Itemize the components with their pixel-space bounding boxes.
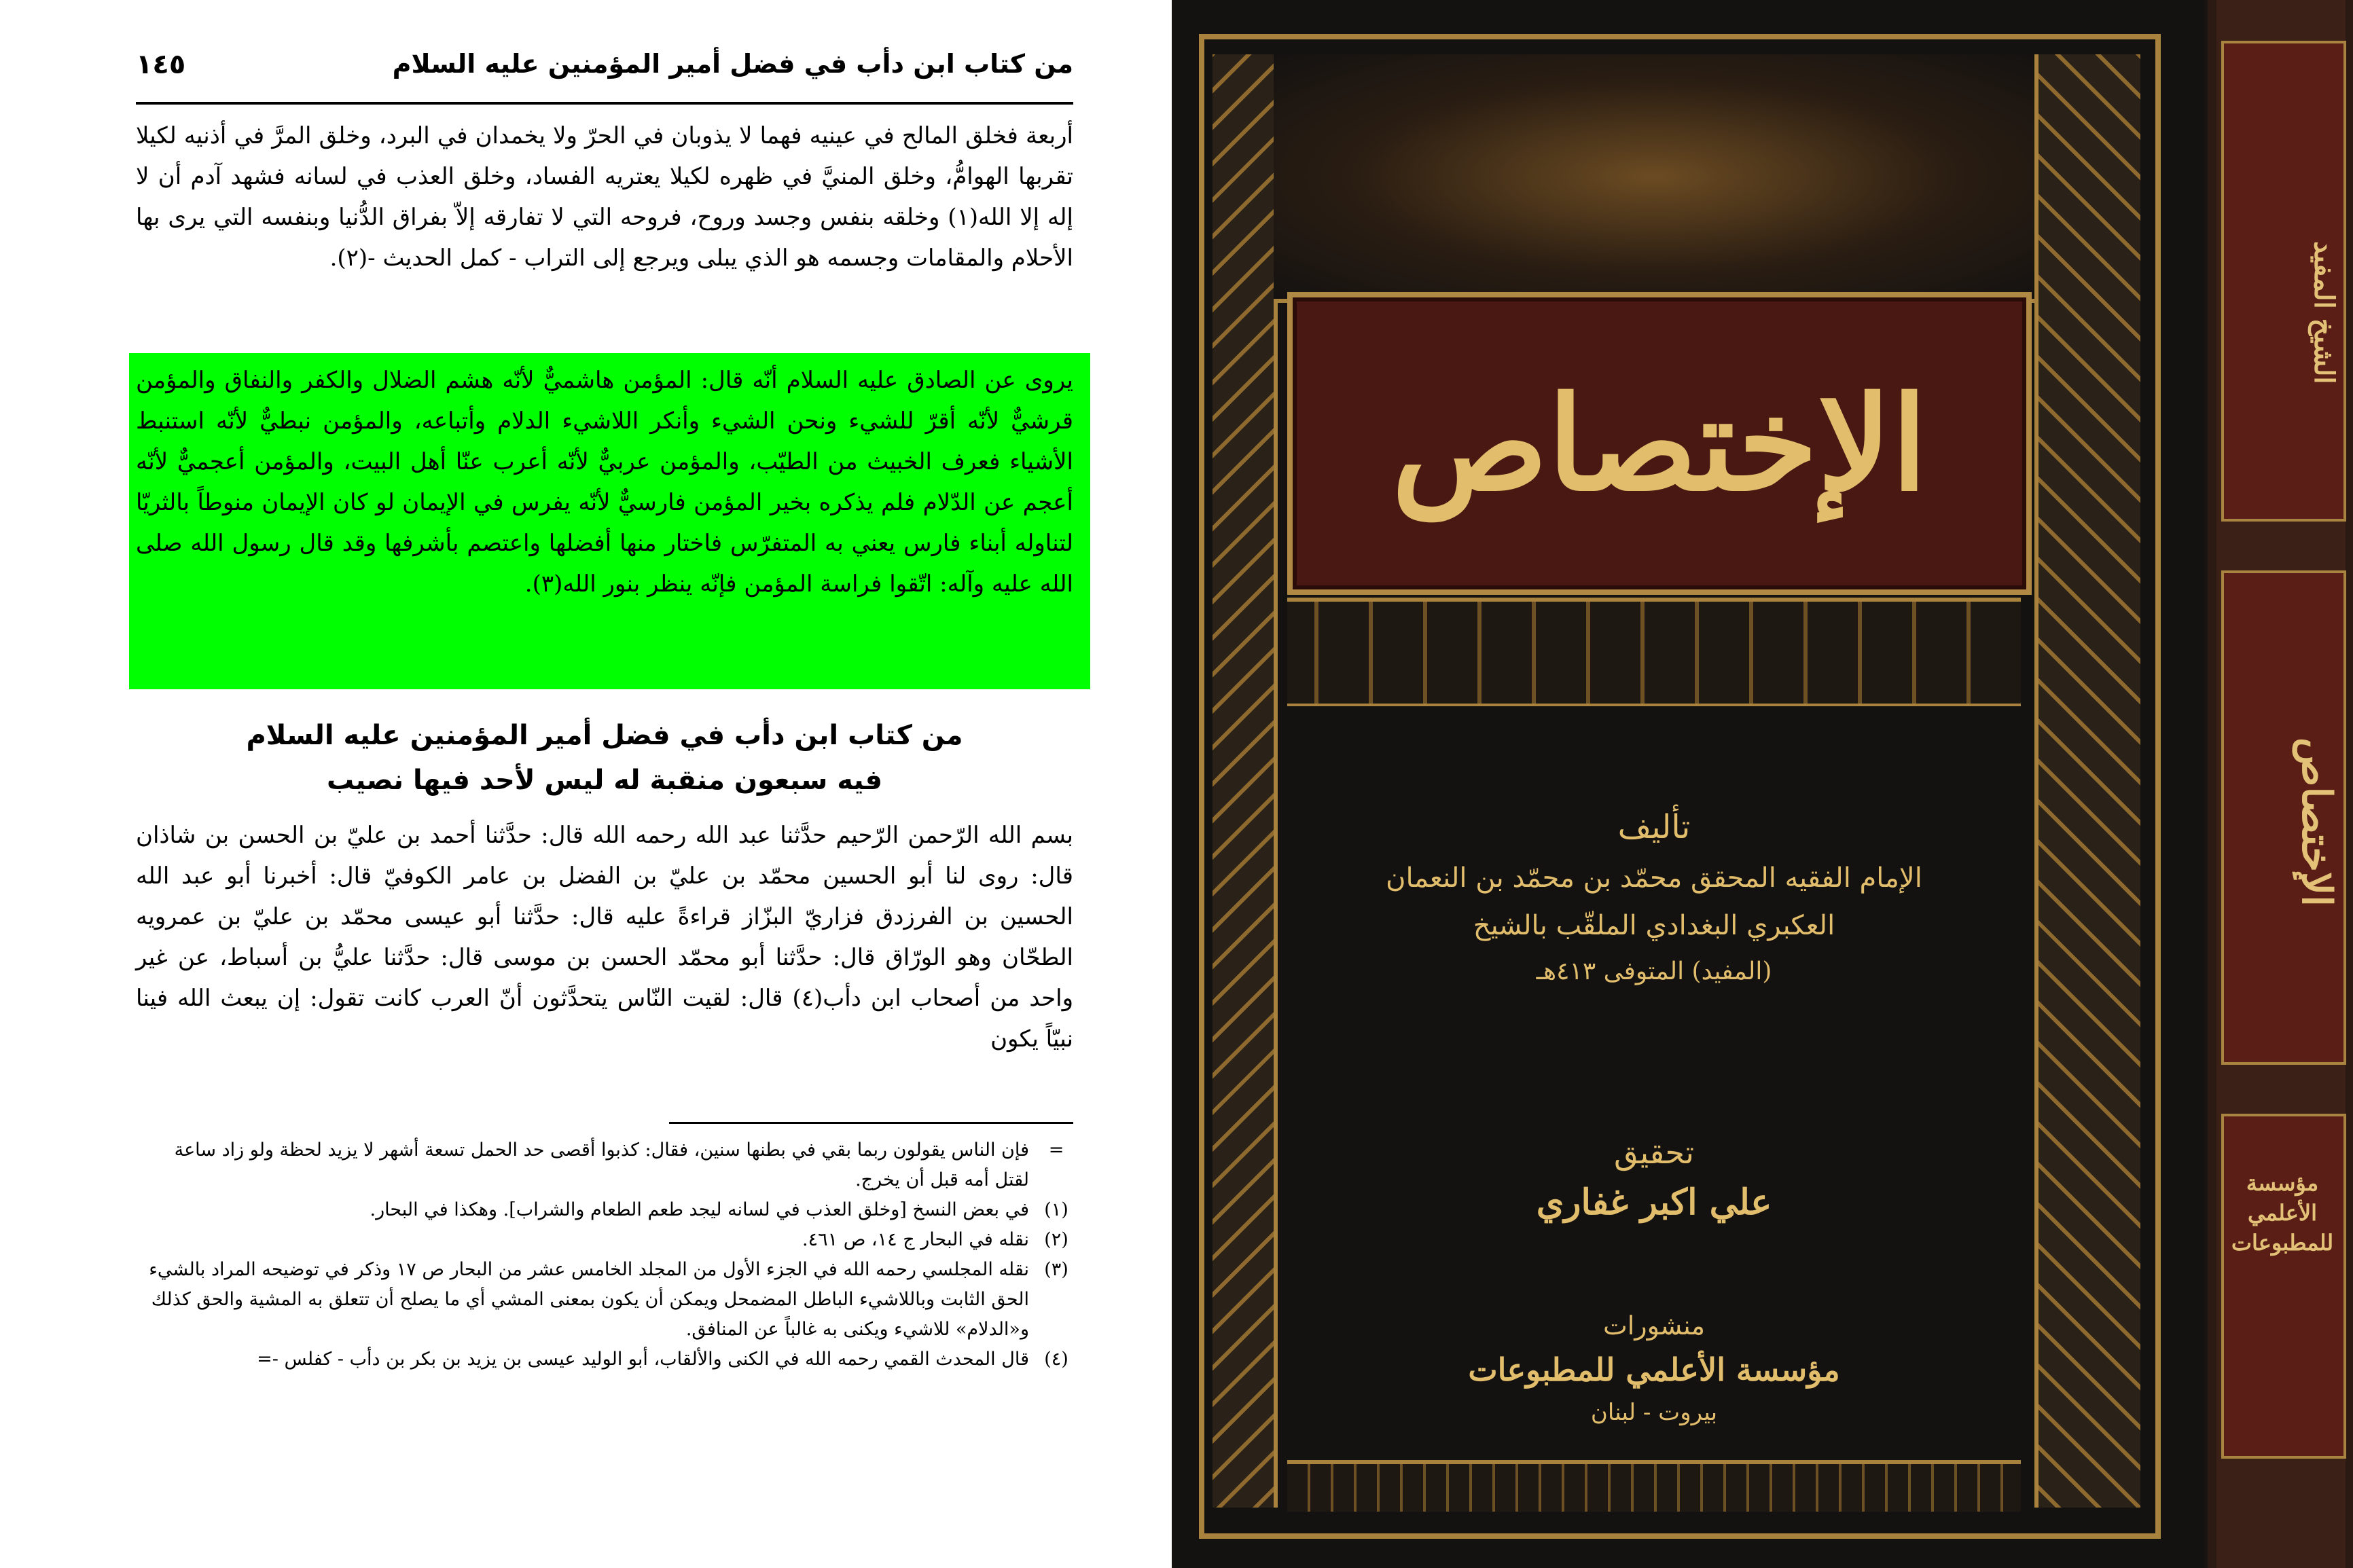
running-header: [136, 49, 1073, 96]
ornament-column-left: [1213, 54, 1278, 1508]
paragraph-1: أربعة فخلق المالح في عينيه فهما لا يذوبان في الحرّ ولا يخمدان في البرد، وخلق المرَّ في أذنيه لكيلا تقربها الهوامُّ، وخلق المنيَّ في ظهره لكيلا يعتريه الفساد، وخلق العذب في لسانه فشهد آدم أن لا إله إلا الله(١) وخلقه بنفس وجسد وروح، فروحه التي لا تفارقه إلاّ بفراق الدُّنيا وبنفسه التي يرى بها الأحلام والمقامات وجسمه هو الذي يبلى ويرجع إلى التراب - كمل الحديث -(٢).: [136, 122, 1073, 272]
heading-line-2: فيه سبعون منقبة له ليس لأحد فيها نصيب: [326, 765, 883, 796]
footnote-rule: [669, 1122, 1073, 1124]
footnote-item: [136, 1255, 1080, 1345]
cover-front: [1172, 0, 2204, 1568]
spine-band-bottom: [2221, 1114, 2346, 1459]
ornament-column-right: [2034, 54, 2140, 1508]
editor-name: علي اكبر غفاري: [1536, 1182, 1772, 1223]
page-number: ١٤٥: [136, 49, 186, 80]
publisher-place: بيروت - لبنان: [1590, 1399, 1718, 1426]
author-line-1: الإمام الفقيه المحقق محمّد بن محمّد بن النعمان: [1386, 862, 1922, 894]
spine-title: الإختصاص: [2293, 737, 2340, 907]
cover-title: الإختصاص: [1391, 367, 1928, 519]
footnote-item: [136, 1345, 1080, 1374]
top-ornament: [1274, 54, 2034, 303]
tahqiq-label: تحقيق: [1613, 1134, 1694, 1171]
footnote-text: فإن الناس يقولون ربما بقي في بطنها سنين، فقال: كذبوا أقصى حد الحمل تسعة أشهر لا يزيد لحظة ولو زاد ساعة لقتل أمه قبل أن يخرج.: [174, 1139, 1029, 1190]
title-panel: [1287, 292, 2032, 595]
heading-line-1: من كتاب ابن دأب في فضل أمير المؤمنين عليه السلام: [246, 720, 963, 751]
footnote-number: =: [1048, 1139, 1064, 1161]
footnote-text: في بعض النسخ [وخلق العذب في لسانه ليجد طعم الطعام والشراب]. وهكذا في البحار.: [370, 1199, 1029, 1220]
highlighted-paragraph: يروى عن الصادق عليه السلام أنّه قال: المؤمن هاشميٌّ لأنّه هشم الضلال والكفر والنفاق والمؤمن قرشيٌّ لأنّه أقرّ للشيء ونحن الشيء وأنكر اللاشيء الدلام وأتباعه، والمؤمن نبطيٌّ لأنّه استنبط الأشياء فعرف الخبيث من الطيّب، والمؤمن عربيٌّ لأنّه أعرب عنّا أهل البيت، والمؤمن أعجميٌّ لأنّه أعجم عن الدّلام فلم يذكره بخير المؤمن فارسيٌّ لأنّه يفرس في الإيمان لو كان الإيمان منوطاً بالثريّا لتناوله أبناء فارس يعني به المتفرّس فاختار منها أفضلها واعتصم بأشرفها وقد قال رسول الله صلى الله عليه وآله: اتّقوا فراسة المؤمن فإنّه ينظر بنور الله(٣).: [136, 367, 1073, 598]
bottom-ornament: [1287, 1460, 2021, 1512]
publisher-name: مؤسسة الأعلمي للمطبوعات: [1468, 1351, 1840, 1388]
author-line-2: العكبري البغدادي الملقّب بالشيخ: [1473, 910, 1835, 941]
author-line-3: (المفيد) المتوفى ٤١٣هـ: [1536, 958, 1772, 985]
section-heading: [136, 713, 1073, 803]
authorship-label: تأليف: [1617, 808, 1691, 846]
book-cover: [1172, 0, 2353, 1568]
footnote-number: (٣): [1044, 1259, 1068, 1280]
footnote-text: نقله في البحار ج ١٤، ص ٤٦١.: [802, 1229, 1029, 1250]
cover-body: [1287, 706, 2021, 1508]
footnote-number: (٤): [1044, 1349, 1068, 1370]
footnote-item: [136, 1225, 1080, 1255]
book-page-left: [0, 0, 1155, 1568]
footnote-number: (٢): [1044, 1229, 1068, 1250]
paragraph-3: بسم الله الرّحمن الرّحيم حدَّثنا عبد الله رحمه الله قال: حدَّثنا أحمد بن عليّ بن الحسن بن شاذان قال: روى لنا أبو الحسين محمّد بن عليّ بن الفضل بن عامر الكوفيّ قال: أخبرنا أبو عبد الله الحسين بن الفرزدق فزاريّ البزّاز قراءةً عليه قال: حدَّثنا أبو عيسى محمّد بن عليّ بن عمرويه الطحّان وهو الورّاق قال: حدَّثنا أبو محمّد الحسن بن موسى قال: حدَّثنا عليُّ بن أسباط، عن غير واحد من أصحاب ابن دأب(٤) قال: لقيت النّاس يتحدَّثون أنّ العرب كانت تقول: إن يبعث الله فينا نبيّاً يكون: [136, 822, 1073, 1053]
middle-ornament: [1287, 598, 2021, 708]
footnote-item: [136, 1135, 1080, 1195]
spine-author: الشيخ المفيد: [2308, 240, 2340, 384]
footnote-item: [136, 1195, 1080, 1225]
footnote-text: قال المحدث القمي رحمه الله في الكنى والألقاب، أبو الوليد عيسى بن يزيد بن بكر بن دأب - كفلس -=: [257, 1349, 1029, 1370]
publications-label: منشورات: [1602, 1311, 1706, 1341]
footnote-text: نقله المجلسي رحمه الله في الجزء الأول من المجلد الخامس عشر من البحار ص ١٧ وذكر في توضيحه المراد بالشيء الحق الثابت وباللاشيء الباطل المضمحل ويمكن أن يكون بمعنى المشي أي ما يصلح أن تتعلق به المشية والحق كذلك و«الدلام» للاشيء ويكنى به غالباً عن المنافق.: [149, 1259, 1029, 1340]
header-rule: [136, 102, 1073, 105]
footnotes: [136, 1135, 1080, 1374]
footnote-number: (١): [1044, 1199, 1068, 1220]
spine-publisher: مؤسسة الأعلمي للمطبوعات: [2231, 1170, 2334, 1256]
running-title: من كتاب ابن دأب في فضل أمير المؤمنين عليه السلام: [392, 49, 1073, 79]
